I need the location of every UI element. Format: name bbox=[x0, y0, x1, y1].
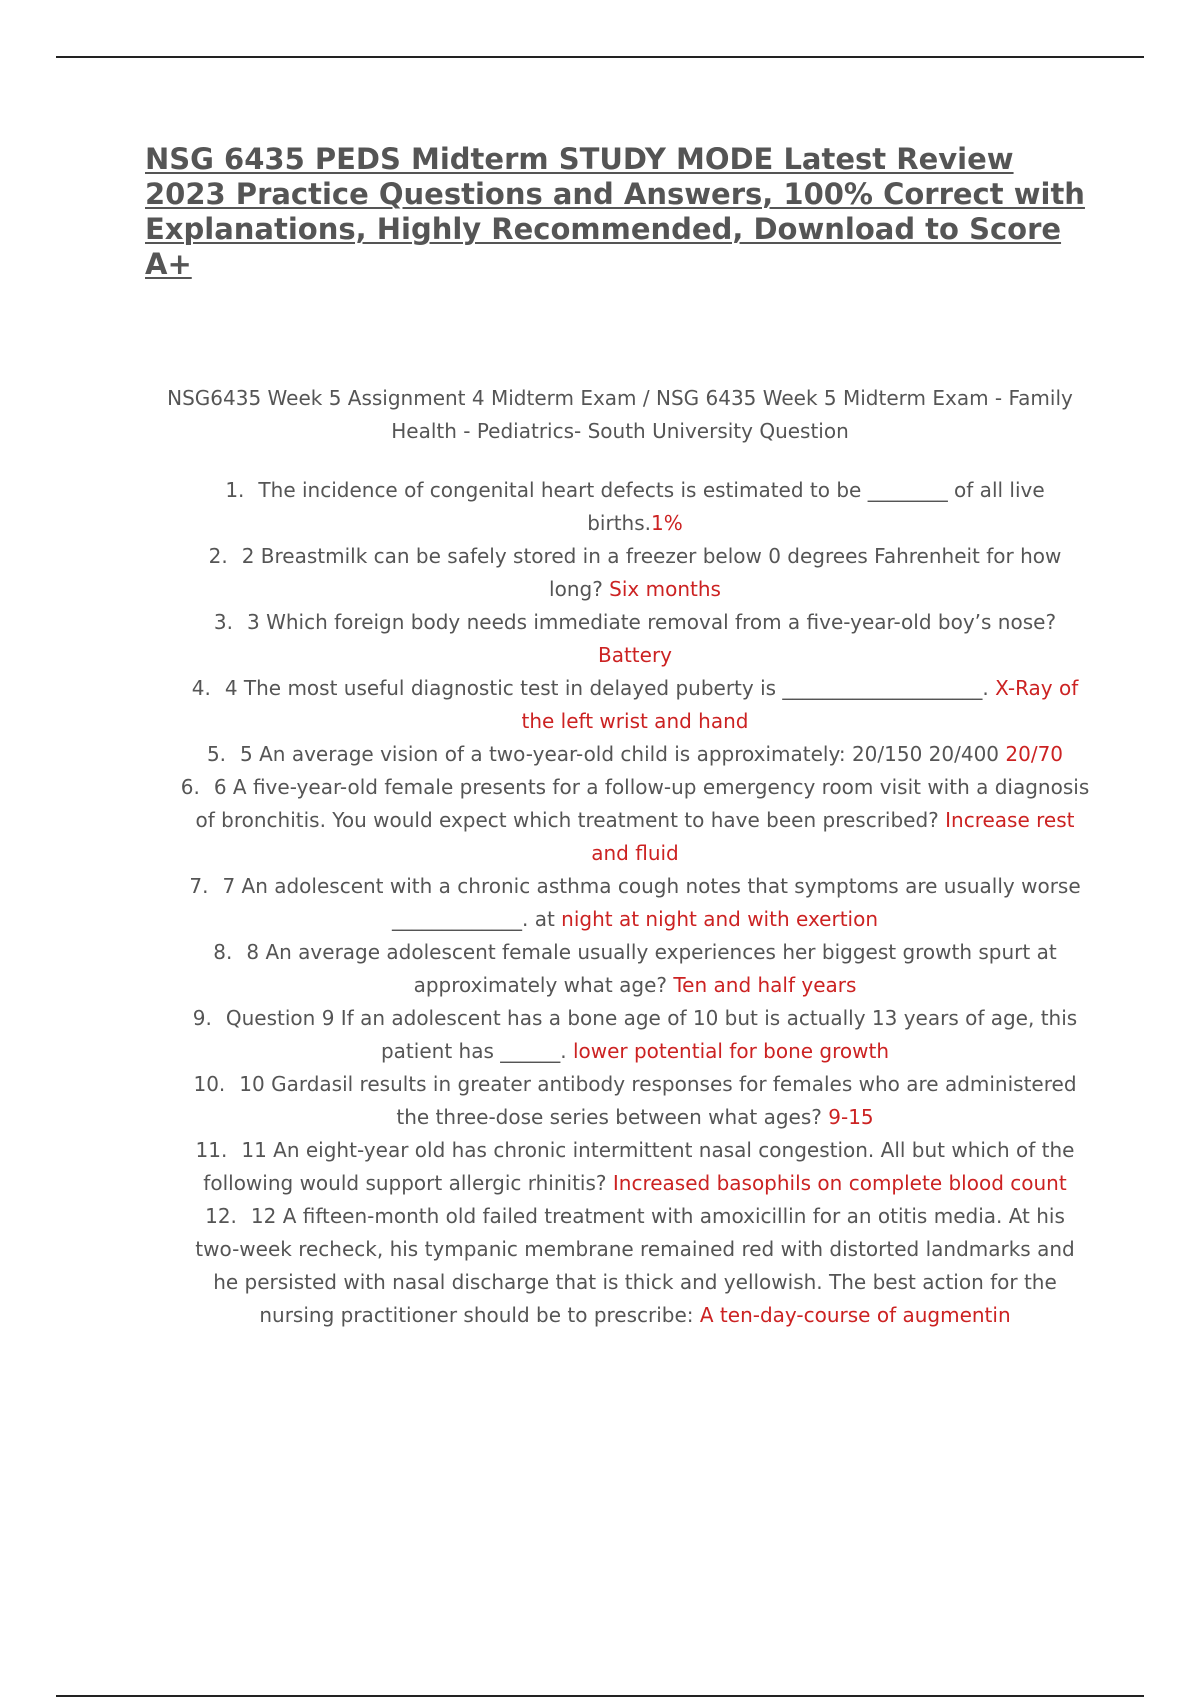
question-answer: Six months bbox=[609, 577, 721, 601]
question-number: 10. bbox=[193, 1072, 226, 1096]
question-item bbox=[180, 936, 1090, 1002]
question-item bbox=[180, 606, 1090, 672]
question-number: 2. bbox=[208, 544, 228, 568]
question-number: 12. bbox=[205, 1204, 237, 1228]
document-title: NSG 6435 PEDS Midterm STUDY MODE Latest Review 2023 Practice Questions and Answers, 100% Correct with Explanations, Highly Recommended, Download to Score A+ bbox=[145, 142, 1085, 281]
question-item bbox=[180, 540, 1090, 606]
question-item bbox=[180, 771, 1090, 870]
question-answer: 9-15 bbox=[828, 1105, 874, 1129]
question-answer: Battery bbox=[597, 643, 673, 667]
question-number: 11. bbox=[195, 1138, 228, 1162]
question-answer: night at night and with exertion bbox=[561, 907, 879, 931]
question-number: 5. bbox=[206, 742, 227, 766]
question-text: 8 An average adolescent female usually experiences her biggest growth spurt at approximately what age? bbox=[246, 940, 1057, 997]
question-text: 2 Breastmilk can be safely stored in a freezer below 0 degrees Fahrenheit for how long? bbox=[241, 544, 1062, 601]
bottom-rule bbox=[56, 1695, 1144, 1697]
question-text: 10 Gardasil results in greater antibody responses for females who are administered the three-dose series between what ages? bbox=[239, 1072, 1077, 1129]
question-item bbox=[180, 870, 1090, 936]
question-text: Question 9 If an adolescent has a bone age of 10 but is actually 13 years of age, this patient has ______. bbox=[225, 1006, 1078, 1063]
question-answer: Increased basophils on complete blood count bbox=[612, 1171, 1067, 1195]
question-number: 8. bbox=[213, 940, 233, 964]
question-answer: 20/70 bbox=[1005, 742, 1064, 766]
question-text: 6 A five-year-old female presents for a follow-up emergency room visit with a diagnosis of bronchitis. You would expect which treatment to have been prescribed? bbox=[195, 775, 1090, 832]
question-item bbox=[180, 672, 1090, 738]
question-text: 12 A fifteen-month old failed treatment with amoxicillin for an otitis media. At his two-week recheck, his tympanic membrane remained red with distorted landmarks and he persisted with nasal discharge that is thick and yellowish. The best action for the nursing practitioner should be to prescribe: bbox=[195, 1204, 1075, 1327]
question-text: 7 An adolescent with a chronic asthma cough notes that symptoms are usually worse _____________. at bbox=[222, 874, 1081, 931]
question-text: 11 An eight-year old has chronic intermittent nasal congestion. All but which of the following would support allergic rhinitis? bbox=[203, 1138, 1075, 1195]
question-number: 6. bbox=[180, 775, 200, 799]
document-subtitle: NSG6435 Week 5 Assignment 4 Midterm Exam / NSG 6435 Week 5 Midterm Exam - Family Health - Pediatrics- South University Question bbox=[167, 386, 1073, 443]
question-answer: lower potential for bone growth bbox=[572, 1039, 890, 1063]
question-list bbox=[180, 474, 1090, 1332]
question-number: 9. bbox=[192, 1006, 212, 1030]
question-item bbox=[180, 1002, 1090, 1068]
question-item bbox=[180, 1200, 1090, 1332]
question-item bbox=[180, 474, 1090, 540]
question-text: 5 An average vision of a two-year-old child is approximately: 20/150 20/400 bbox=[240, 742, 1006, 766]
question-item bbox=[180, 1068, 1090, 1134]
question-item bbox=[180, 738, 1090, 771]
question-number: 7. bbox=[189, 874, 209, 898]
question-answer: Ten and half years bbox=[673, 973, 857, 997]
question-number: 1. bbox=[225, 478, 245, 502]
question-text: 3 Which foreign body needs immediate removal from a five-year-old boy’s nose? bbox=[247, 610, 1057, 634]
question-text: The incidence of congenital heart defects is estimated to be ________ of all live births. bbox=[258, 478, 1045, 535]
question-answer: 1% bbox=[651, 511, 683, 535]
question-number: 3. bbox=[213, 610, 234, 634]
question-answer: X-Ray of the left wrist and hand bbox=[521, 676, 1079, 733]
question-number: 4. bbox=[191, 676, 211, 700]
question-answer: A ten-day-course of augmentin bbox=[699, 1303, 1011, 1327]
question-text: 4 The most useful diagnostic test in delayed puberty is ____________________. bbox=[224, 676, 996, 700]
question-answer: Increase rest and fluid bbox=[591, 808, 1075, 865]
question-item bbox=[180, 1134, 1090, 1200]
top-rule bbox=[56, 56, 1144, 58]
